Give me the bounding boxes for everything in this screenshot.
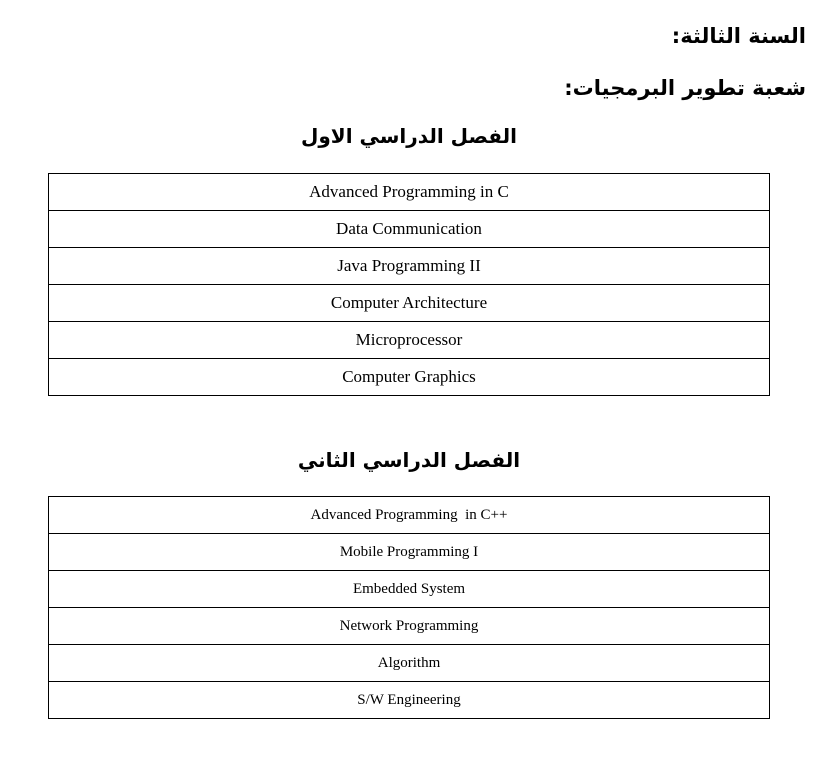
semester-2-course-table [48,496,770,719]
course-cell: Computer Graphics [49,359,770,396]
course-cell: S/W Engineering [49,682,770,719]
table-row [49,571,770,608]
table-row [49,359,770,396]
table-row [49,174,770,211]
course-cell: Data Communication [49,211,770,248]
table-row [49,248,770,285]
table-row [49,534,770,571]
semester-1-title: الفصل الدراسي الاول [301,124,517,148]
table-row [49,322,770,359]
course-cell: Advanced Programming in C [49,174,770,211]
course-cell: Microprocessor [49,322,770,359]
course-cell: Java Programming II [49,248,770,285]
semester-2-title: الفصل الدراسي الثاني [297,448,521,472]
table-row [49,682,770,719]
year-title: السنة الثالثة: [671,24,806,48]
course-cell: Algorithm [49,645,770,682]
table-row [49,608,770,645]
course-cell: Mobile Programming I [49,534,770,571]
branch-title: شعبة تطوير البرمجيات: [564,76,806,100]
course-cell: Computer Architecture [49,285,770,322]
table-row [49,645,770,682]
course-cell: Advanced Programming in C++ [49,497,770,534]
table-row [49,497,770,534]
semester-1-course-table [48,173,770,396]
course-cell: Network Programming [49,608,770,645]
course-cell: Embedded System [49,571,770,608]
table-row [49,285,770,322]
table-row [49,211,770,248]
